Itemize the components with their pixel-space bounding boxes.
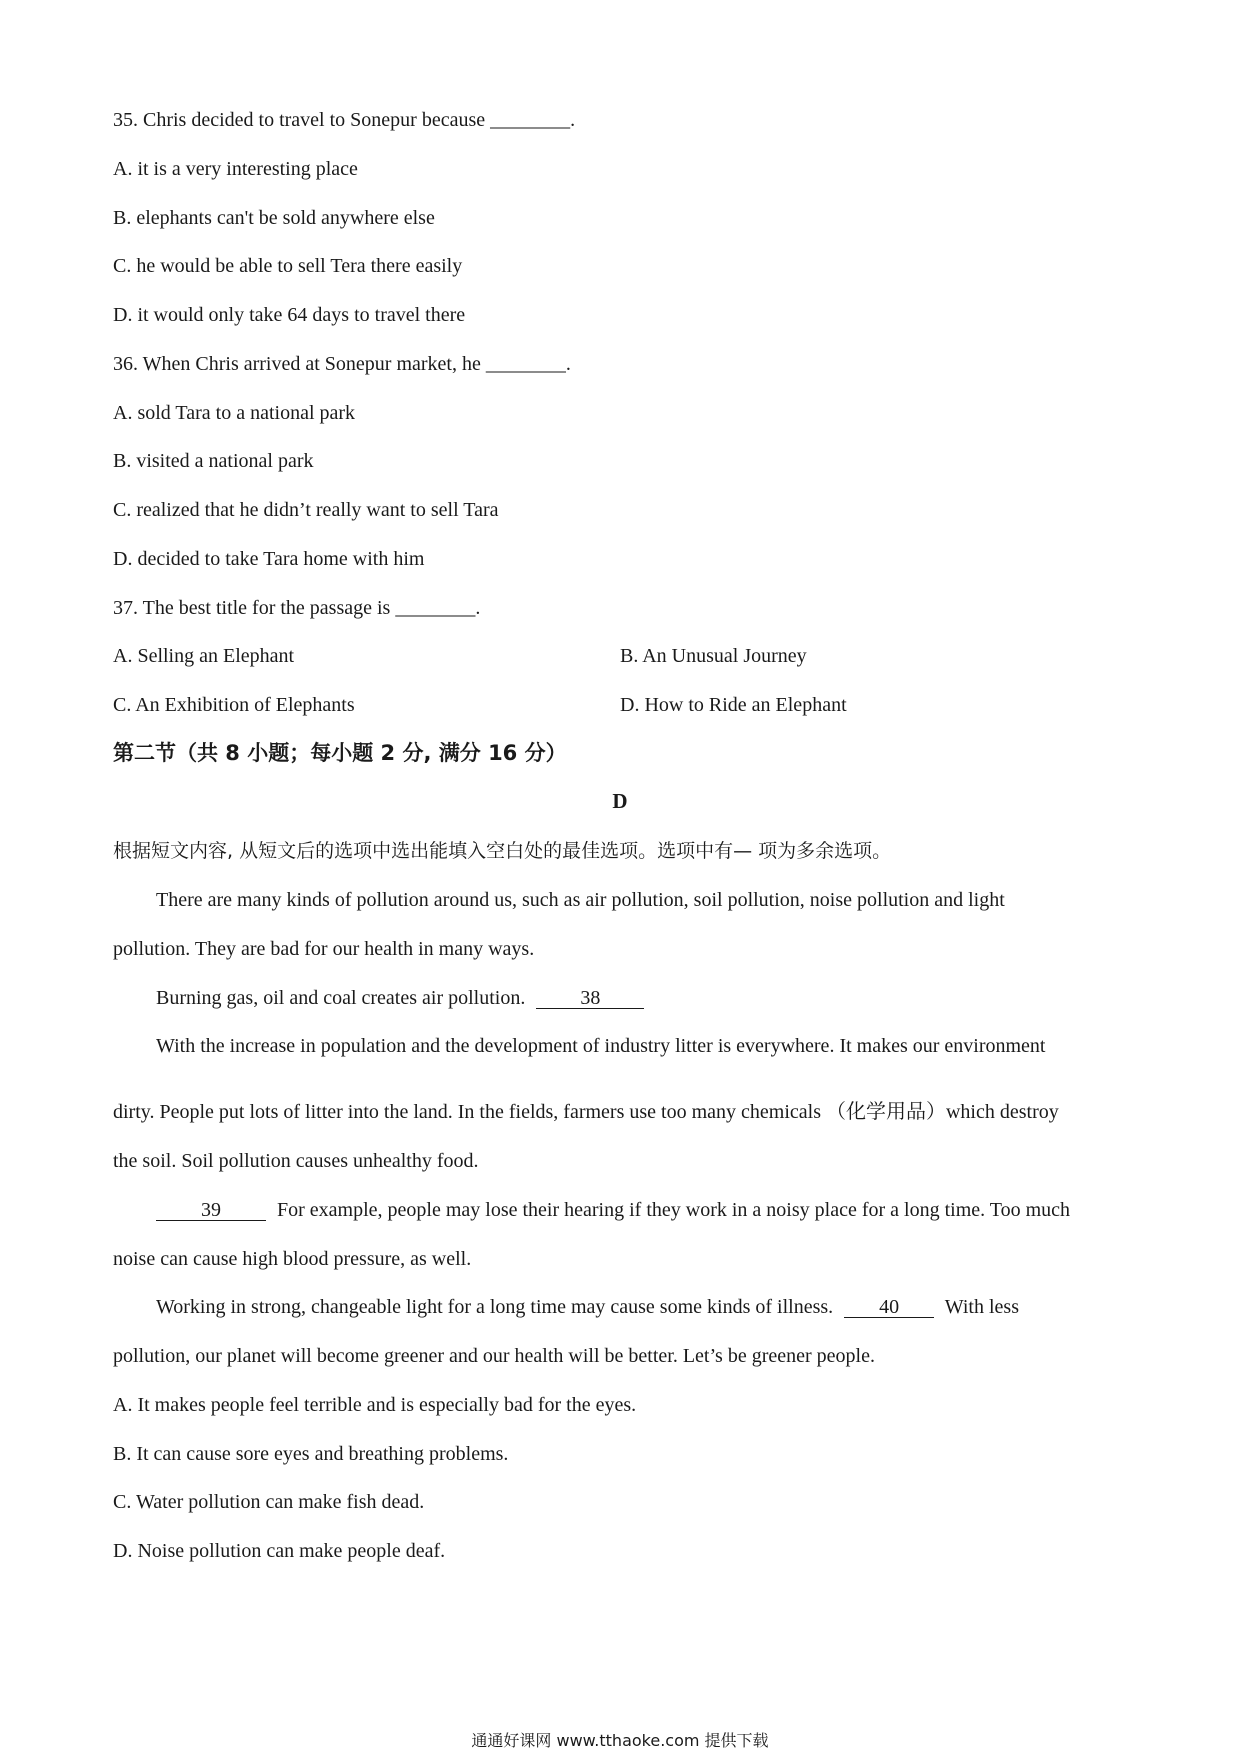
question-36-stem: 36. When Chris arrived at Sonepur market, he ________. xyxy=(113,353,571,375)
passage-p5-line2: pollution, our planet will become greener and our health will be better. Let’s be greener people. xyxy=(113,1345,875,1367)
q37-option-c: C. An Exhibition of Elephants xyxy=(113,694,355,716)
q36-option-a: A. sold Tara to a national park xyxy=(113,402,356,424)
passage-p4-line1: For example, people may lose their hearing if they work in a noisy place for a long time. Too much xyxy=(277,1199,1071,1221)
instruction-text: 根据短文内容, 从短文后的选项中选出能填入空白处的最佳选项。选项中有— 项为多余选项。 xyxy=(113,840,892,862)
q36-option-c: C. realized that he didn’t really want to sell Tara xyxy=(113,499,499,521)
passage-p4-line2: noise can cause high blood pressure, as well. xyxy=(113,1248,472,1270)
passage-letter: D xyxy=(612,789,628,813)
choice-b: B. It can cause sore eyes and breathing problems. xyxy=(113,1443,509,1465)
passage-p1-line2: pollution. They are bad for our health in many ways. xyxy=(113,938,535,960)
choice-a: A. It makes people feel terrible and is especially bad for the eyes. xyxy=(113,1394,637,1416)
blank-38: 38 xyxy=(536,988,644,1009)
q37-option-a: A. Selling an Elephant xyxy=(113,645,295,667)
q35-option-c: C. he would be able to sell Tera there easily xyxy=(113,255,463,277)
q36-option-b: B. visited a national park xyxy=(113,450,314,472)
passage-p3-line3: the soil. Soil pollution causes unhealthy food. xyxy=(113,1150,479,1172)
passage-p5-line1-row xyxy=(156,1294,1019,1320)
blank-40: 40 xyxy=(844,1297,934,1318)
passage-p4-line1-row xyxy=(156,1197,1070,1223)
passage-p3-line2: dirty. People put lots of litter into the land. In the fields, farmers use too many chemicals （化学用品）which destroy xyxy=(113,1101,1059,1123)
section-heading: 第二节（共 8 小题；每小题 2 分, 满分 16 分） xyxy=(113,741,567,765)
blank-39: 39 xyxy=(156,1200,266,1221)
page-footer: 通通好课网 www.tthaoke.com 提供下载 xyxy=(471,1731,769,1750)
choice-d: D. Noise pollution can make people deaf. xyxy=(113,1540,446,1562)
question-35-stem: 35. Chris decided to travel to Sonepur because ________. xyxy=(113,109,576,131)
q37-option-b: B. An Unusual Journey xyxy=(620,645,807,667)
passage-p5-after: With less xyxy=(944,1296,1019,1318)
q35-option-b: B. elephants can't be sold anywhere else xyxy=(113,207,435,229)
q35-option-d: D. it would only take 64 days to travel there xyxy=(113,304,466,326)
passage-p2 xyxy=(156,985,644,1011)
question-37-stem: 37. The best title for the passage is ________. xyxy=(113,597,481,619)
q36-option-d: D. decided to take Tara home with him xyxy=(113,548,425,570)
q37-option-d: D. How to Ride an Elephant xyxy=(620,694,847,716)
choice-c: C. Water pollution can make fish dead. xyxy=(113,1491,425,1513)
q35-option-a: A. it is a very interesting place xyxy=(113,158,358,180)
passage-p2-text: Burning gas, oil and coal creates air pollution. xyxy=(156,987,526,1009)
passage-p3-line1: With the increase in population and the development of industry litter is everywhere. It makes our environment xyxy=(156,1035,1046,1057)
passage-p1-line1: There are many kinds of pollution around us, such as air pollution, soil pollution, noise pollution and light xyxy=(156,889,1005,911)
passage-p5-text: Working in strong, changeable light for a long time may cause some kinds of illness. xyxy=(156,1296,834,1318)
